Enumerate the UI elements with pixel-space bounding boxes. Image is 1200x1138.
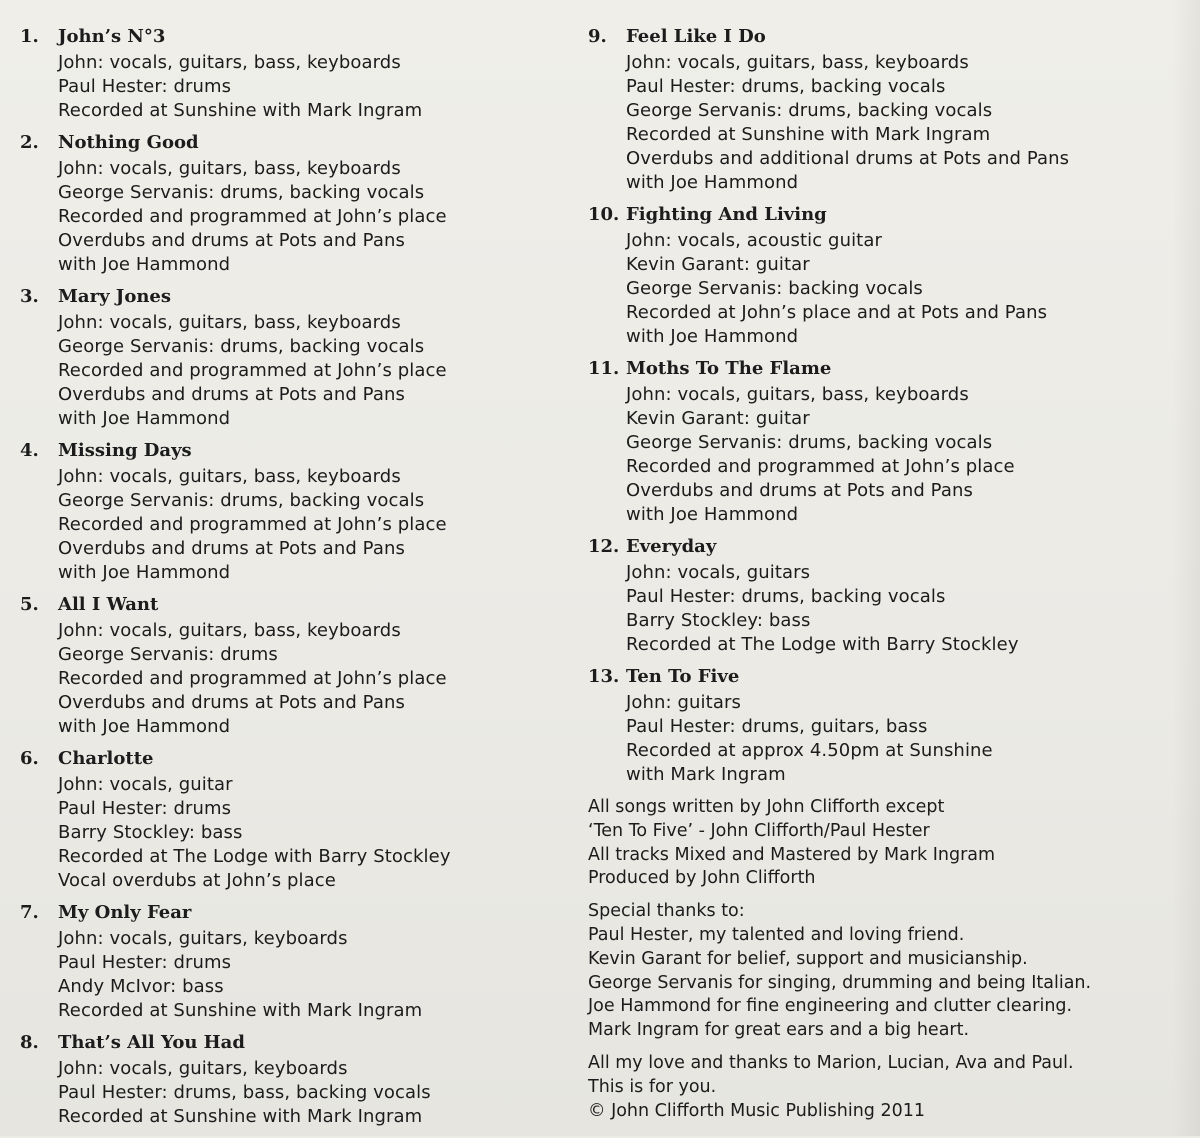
track-credit-line: George Servanis: drums, backing vocals bbox=[58, 490, 425, 511]
track-number: 3. bbox=[20, 286, 39, 307]
track-credit-line: Recorded at The Lodge with Barry Stockley bbox=[626, 634, 1019, 655]
track-credit-line: Overdubs and additional drums at Pots and Pans bbox=[626, 148, 1070, 169]
track-number: 9. bbox=[588, 26, 607, 47]
track-credit-line: John: vocals, guitars, keyboards bbox=[58, 1058, 348, 1079]
track-credit-line: John: vocals, guitars, bass, keyboards bbox=[626, 52, 969, 73]
notes-paragraph bbox=[588, 1052, 1178, 1123]
track-title: All I Want bbox=[58, 594, 159, 615]
track-credit-line: Kevin Garant: guitar bbox=[626, 408, 810, 429]
track-credit-line: Overdubs and drums at Pots and Pans bbox=[58, 384, 405, 405]
track-credit-line: Recorded and programmed at John’s place bbox=[58, 514, 447, 535]
track-credit-line: George Servanis: drums, backing vocals bbox=[626, 100, 993, 121]
track-number: 13. bbox=[588, 666, 620, 687]
track-credit-line: Paul Hester: drums, backing vocals bbox=[626, 586, 946, 607]
track-credit-line: with Joe Hammond bbox=[626, 326, 799, 347]
track-title: Nothing Good bbox=[58, 132, 199, 153]
track-title: Moths To The Flame bbox=[626, 358, 832, 379]
track-heading bbox=[588, 204, 1178, 229]
track-credit-line: with Joe Hammond bbox=[58, 716, 231, 737]
track-credit-line: Recorded at Sunshine with Mark Ingram bbox=[58, 1106, 423, 1127]
track-credit-line: George Servanis: backing vocals bbox=[626, 278, 923, 299]
track-credit-line: Paul Hester: drums, backing vocals bbox=[626, 76, 946, 97]
track-credit-line: Recorded and programmed at John’s place bbox=[58, 668, 447, 689]
track-credit-line: Paul Hester: drums, guitars, bass bbox=[626, 716, 928, 737]
track-number: 8. bbox=[20, 1032, 39, 1053]
track-credit-line: Overdubs and drums at Pots and Pans bbox=[58, 230, 405, 251]
track-credit-line: Recorded at Sunshine with Mark Ingram bbox=[58, 1000, 423, 1021]
track-entry bbox=[20, 26, 560, 123]
track-credit-line: Paul Hester: drums bbox=[58, 952, 232, 973]
track-number: 5. bbox=[20, 594, 39, 615]
track-title: Ten To Five bbox=[626, 666, 740, 687]
track-credit-line: with Joe Hammond bbox=[626, 504, 799, 525]
track-entry bbox=[588, 26, 1178, 195]
track-heading bbox=[588, 358, 1178, 383]
notes-paragraph bbox=[588, 900, 1178, 1043]
track-entry bbox=[588, 536, 1178, 657]
track-title: Mary Jones bbox=[58, 286, 171, 307]
notes-line: Paul Hester, my talented and loving friend. bbox=[588, 924, 965, 945]
track-heading bbox=[20, 440, 560, 465]
track-entry bbox=[588, 666, 1178, 787]
track-credit-line: Recorded and programmed at John’s place bbox=[626, 456, 1015, 477]
track-credit-line: John: vocals, guitars, bass, keyboards bbox=[58, 620, 401, 641]
track-entry bbox=[20, 594, 560, 739]
track-title: Fighting And Living bbox=[626, 204, 827, 225]
track-credit-line: John: vocals, guitars, bass, keyboards bbox=[626, 384, 969, 405]
track-title: That’s All You Had bbox=[58, 1032, 245, 1053]
notes-line: Joe Hammond for fine engineering and clutter clearing. bbox=[588, 996, 1073, 1017]
credits-notes bbox=[588, 796, 1178, 1123]
track-credit-line: Recorded at approx 4.50pm at Sunshine bbox=[626, 740, 993, 761]
notes-line: © John Clifforth Music Publishing 2011 bbox=[588, 1100, 925, 1121]
tracklist-left-column bbox=[20, 26, 560, 1138]
track-credit-line: with Joe Hammond bbox=[626, 172, 799, 193]
track-entry bbox=[20, 902, 560, 1023]
track-entry bbox=[20, 1032, 560, 1129]
track-heading bbox=[588, 536, 1178, 561]
tracklist-right-column bbox=[588, 26, 1178, 1132]
notes-line: This is for you. bbox=[588, 1076, 717, 1097]
track-heading bbox=[20, 594, 560, 619]
track-entry bbox=[20, 132, 560, 277]
notes-line: Special thanks to: bbox=[588, 901, 745, 922]
track-entry bbox=[20, 748, 560, 893]
track-heading bbox=[20, 132, 560, 157]
track-credit-line: Recorded at John’s place and at Pots and Pans bbox=[626, 302, 1048, 323]
track-number: 11. bbox=[588, 358, 620, 379]
track-heading bbox=[20, 286, 560, 311]
track-number: 1. bbox=[20, 26, 39, 47]
track-credit-line: George Servanis: drums, backing vocals bbox=[58, 336, 425, 357]
track-credit-line: Overdubs and drums at Pots and Pans bbox=[58, 692, 405, 713]
track-credit-line: John: vocals, acoustic guitar bbox=[626, 230, 882, 251]
notes-line: All tracks Mixed and Mastered by Mark Ingram bbox=[588, 844, 996, 865]
notes-paragraph bbox=[588, 796, 1178, 891]
track-heading bbox=[588, 26, 1178, 51]
track-title: John’s N°3 bbox=[58, 26, 166, 47]
track-credit-line: Paul Hester: drums, bass, backing vocals bbox=[58, 1082, 431, 1103]
track-heading bbox=[20, 1032, 560, 1057]
notes-line: All songs written by John Clifforth except bbox=[588, 797, 945, 817]
track-heading bbox=[20, 902, 560, 927]
track-heading bbox=[20, 26, 560, 51]
notes-line: George Servanis for singing, drumming and being Italian. bbox=[588, 972, 1092, 993]
track-entry bbox=[588, 204, 1178, 349]
tracklist-right-tracks bbox=[588, 26, 1178, 787]
track-credit-line: with Joe Hammond bbox=[58, 562, 231, 583]
track-credit-line: with Mark Ingram bbox=[626, 764, 786, 785]
track-heading bbox=[20, 748, 560, 773]
track-title: Everyday bbox=[626, 536, 717, 557]
track-heading bbox=[588, 666, 1178, 691]
track-credit-line: George Servanis: drums, backing vocals bbox=[58, 182, 425, 203]
track-credit-line: George Servanis: drums bbox=[58, 644, 278, 665]
track-number: 6. bbox=[20, 748, 39, 769]
track-title: Charlotte bbox=[58, 748, 154, 769]
track-number: 7. bbox=[20, 902, 39, 923]
track-credit-line: Paul Hester: drums bbox=[58, 76, 232, 97]
track-entry bbox=[20, 440, 560, 585]
track-credit-line: with Joe Hammond bbox=[58, 254, 231, 275]
track-credit-line: Recorded at Sunshine with Mark Ingram bbox=[58, 100, 423, 121]
track-credit-line: Recorded at Sunshine with Mark Ingram bbox=[626, 124, 991, 145]
track-credit-line: Overdubs and drums at Pots and Pans bbox=[626, 480, 973, 501]
track-credit-line: Overdubs and drums at Pots and Pans bbox=[58, 538, 405, 559]
track-number: 12. bbox=[588, 536, 620, 557]
track-number: 10. bbox=[588, 204, 620, 225]
notes-line: ‘Ten To Five’ - John Clifforth/Paul Hester bbox=[588, 820, 930, 841]
track-credit-line: John: vocals, guitars, keyboards bbox=[58, 928, 348, 949]
track-credit-line: George Servanis: drums, backing vocals bbox=[626, 432, 993, 453]
track-credit-line: John: vocals, guitars bbox=[626, 562, 811, 583]
track-credit-line: John: vocals, guitar bbox=[58, 774, 233, 795]
track-number: 4. bbox=[20, 440, 39, 461]
track-credit-line: Barry Stockley: bass bbox=[626, 610, 811, 631]
track-credit-line: with Joe Hammond bbox=[58, 408, 231, 429]
notes-line: Kevin Garant for belief, support and musicianship. bbox=[588, 948, 1028, 969]
track-credit-line: Recorded at The Lodge with Barry Stockley bbox=[58, 846, 451, 867]
track-credit-line: Kevin Garant: guitar bbox=[626, 254, 810, 275]
track-credit-line: Barry Stockley: bass bbox=[58, 822, 243, 843]
track-credit-line: Andy McIvor: bass bbox=[58, 976, 224, 997]
track-title: Feel Like I Do bbox=[626, 26, 766, 47]
track-credit-line: John: vocals, guitars, bass, keyboards bbox=[58, 312, 401, 333]
track-number: 2. bbox=[20, 132, 39, 153]
track-credit-line: Vocal overdubs at John’s place bbox=[58, 870, 336, 891]
notes-line: Produced by John Clifforth bbox=[588, 868, 816, 889]
track-title: Missing Days bbox=[58, 440, 192, 461]
track-credit-line: John: vocals, guitars, bass, keyboards bbox=[58, 158, 401, 179]
track-title: My Only Fear bbox=[58, 902, 192, 923]
track-credit-line: Recorded and programmed at John’s place bbox=[58, 360, 447, 381]
track-credit-line: Paul Hester: drums bbox=[58, 798, 232, 819]
track-entry bbox=[20, 286, 560, 431]
track-credit-line: John: vocals, guitars, bass, keyboards bbox=[58, 52, 401, 73]
notes-line: Mark Ingram for great ears and a big heart. bbox=[588, 1020, 970, 1041]
track-credit-line: John: vocals, guitars, bass, keyboards bbox=[58, 466, 401, 487]
notes-line: All my love and thanks to Marion, Lucian, Ava and Paul. bbox=[588, 1052, 1074, 1073]
track-credit-line: Recorded and programmed at John’s place bbox=[58, 206, 447, 227]
track-entry bbox=[588, 358, 1178, 527]
track-credit-line: John: guitars bbox=[626, 692, 741, 713]
